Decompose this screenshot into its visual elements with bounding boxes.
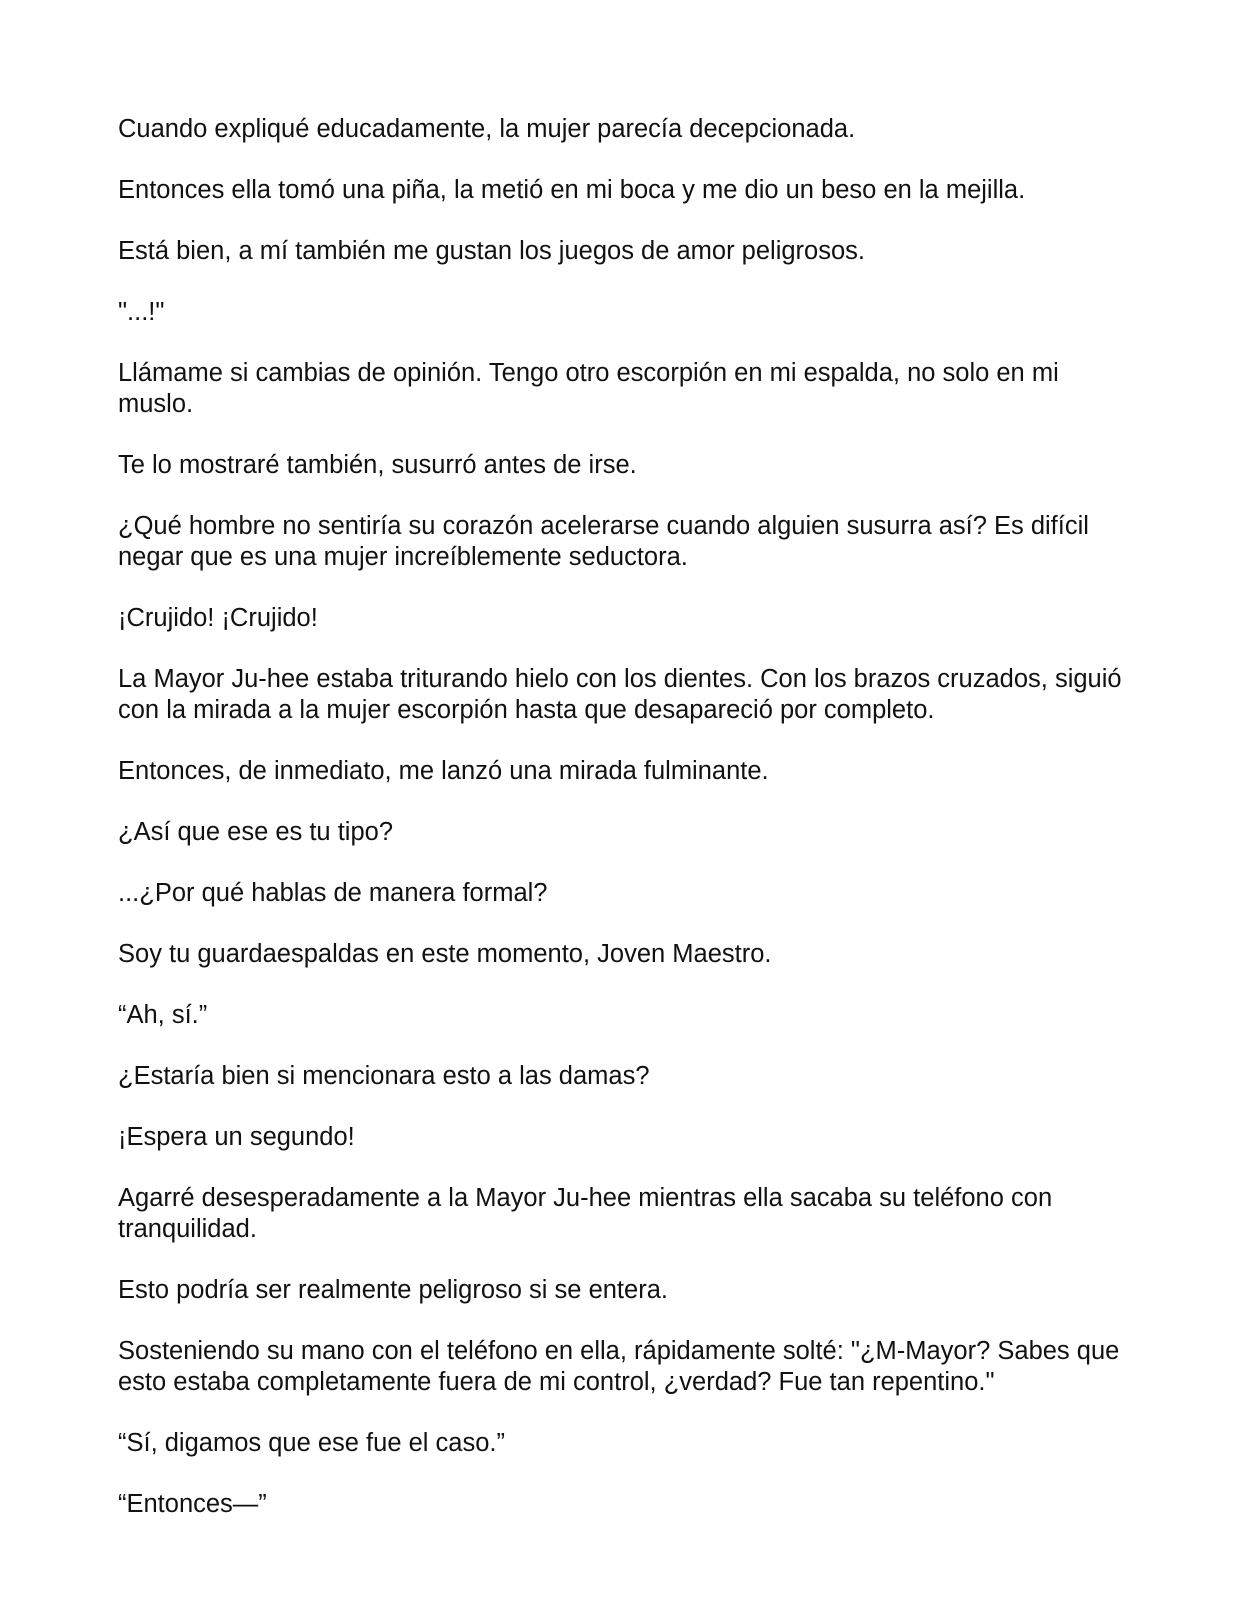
paragraph: Está bien, a mí también me gustan los juegos de amor peligrosos. [118,237,865,265]
paragraph: Entonces, de inmediato, me lanzó una mirada fulminante. [118,757,769,785]
paragraph: ¿Qué hombre no sentiría su corazón acelerarse cuando alguien susurra así? Es difícil negar que es una mujer increíblemente seductora. [118,512,1089,571]
paragraph: Soy tu guardaespaldas en este momento, Joven Maestro. [118,940,772,968]
paragraph: “Entonces—” [118,1490,267,1518]
paragraph: ¡Espera un segundo! [118,1123,355,1151]
paragraph: ...¿Por qué hablas de manera formal? [118,879,548,907]
paragraph: ¿Así que ese es tu tipo? [118,818,393,846]
paragraph: Entonces ella tomó una piña, la metió en mi boca y me dio un beso en la mejilla. [118,176,1026,204]
paragraph: La Mayor Ju-hee estaba triturando hielo con los dientes. Con los brazos cruzados, siguió con la mirada a la mujer escorpión hasta que desapareció por completo. [118,665,1122,724]
paragraph: “Sí, digamos que ese fue el caso.” [118,1429,505,1457]
paragraph: Esto podría ser realmente peligroso si se entera. [118,1276,668,1304]
paragraph: Agarré desesperadamente a la Mayor Ju-hee mientras ella sacaba su teléfono con tranquilidad. [118,1184,1053,1243]
paragraph: ¿Estaría bien si mencionara esto a las damas? [118,1062,650,1090]
paragraph: Te lo mostraré también, susurró antes de irse. [118,451,637,479]
paragraph: Llámame si cambias de opinión. Tengo otro escorpión en mi espalda, no solo en mi muslo. [118,359,1059,418]
paragraph: Sosteniendo su mano con el teléfono en ella, rápidamente solté: "¿M-Mayor? Sabes que esto estaba completamente fuera de mi control, ¿verdad? Fue tan repentino." [118,1337,1120,1396]
paragraph: ¡Crujido! ¡Crujido! [118,604,318,632]
paragraph: "...!" [118,298,165,326]
paragraph: “Ah, sí.” [118,1001,208,1029]
document-body [118,114,1128,1550]
paragraph: Cuando expliqué educadamente, la mujer parecía decepcionada. [118,115,856,143]
